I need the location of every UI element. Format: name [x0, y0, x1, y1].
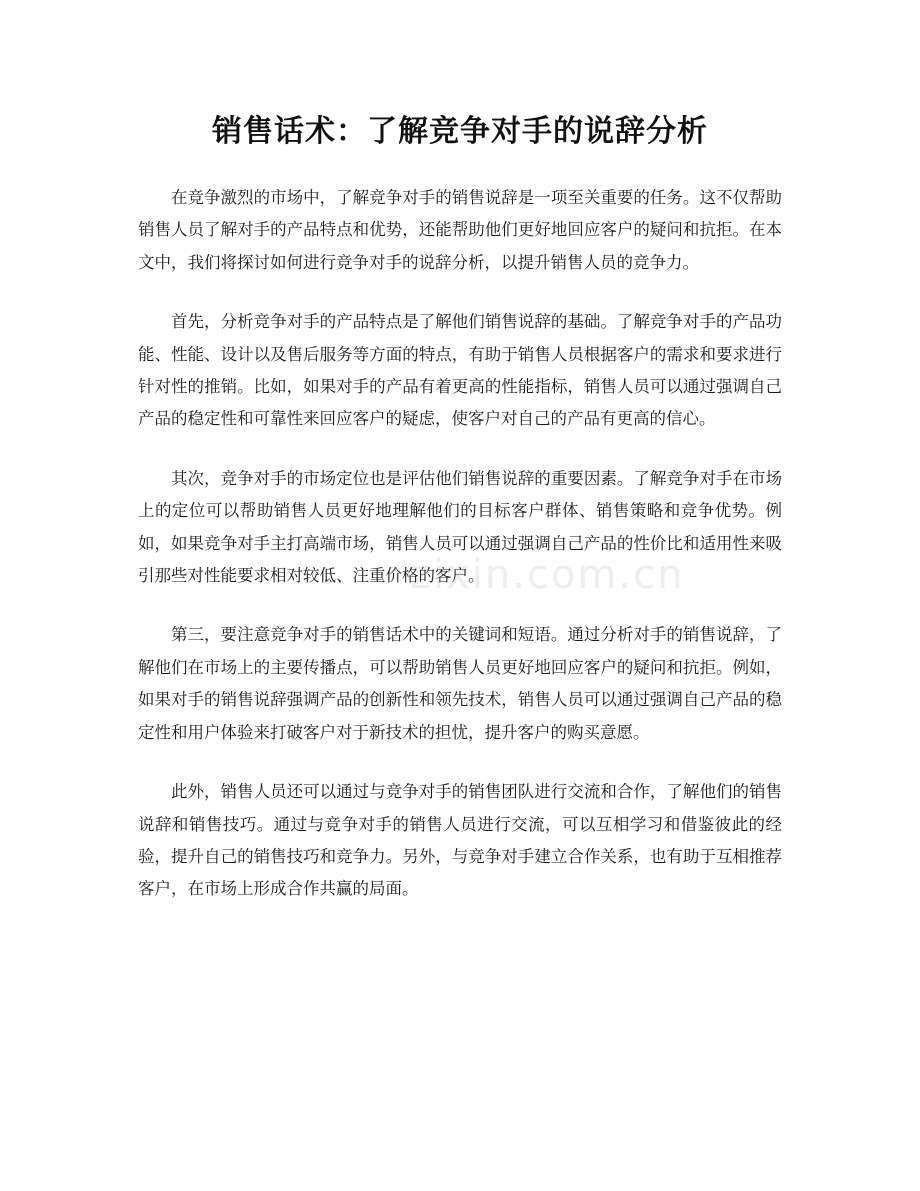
watermark: zixin.com.cn: [410, 552, 685, 598]
paragraph-2: 首先，分析竞争对手的产品特点是了解他们销售说辞的基础。了解竞争对手的产品功能、性能、设计以及售后服务等方面的特点，有助于销售人员根据客户的需求和要求进行针对性的推销。比如，如果对手的产品有着更高的性能指标，销售人员可以通过强调自己产品的稳定性和可靠性来回应客户的疑虑，使客户对自己的产品有更高的信心。: [138, 312, 782, 429]
paragraph-5: 此外，销售人员还可以通过与竞争对手的销售团队进行交流和合作，了解他们的销售说辞和销售技巧。通过与竞争对手的销售人员进行交流，可以互相学习和借鉴彼此的经验，提升自己的销售技巧和竞争力。另外，与竞争对手建立合作关系，也有助于互相推荐客户，在市场上形成合作共赢的局面。: [138, 782, 782, 899]
paragraph-3: 其次，竞争对手的市场定位也是评估他们销售说辞的重要因素。了解竞争对手在市场上的定位可以帮助销售人员更好地理解他们的目标客户群体、销售策略和竞争优势。例如，如果竞争对手主打高端市场，销售人员可以通过强调自己产品的性价比和适用性来吸引那些对性能要求相对较低、注重价格的客户。: [138, 468, 782, 586]
paragraph-4: 第三，要注意竞争对手的销售话术中的关键词和短语。通过分析对手的销售说辞，了解他们在市场上的主要传播点，可以帮助销售人员更好地回应客户的疑问和抗拒。例如，如果对手的销售说辞强调产品的创新性和领先技术，销售人员可以通过强调自己产品的稳定性和用户体验来打破客户对于新技术的担忧，提升客户的购买意愿。: [138, 625, 782, 742]
document-title: 销售话术：了解竞争对手的说辞分析: [212, 114, 708, 149]
document-body: [138, 182, 782, 933]
paragraph-1: 在竞争激烈的市场中，了解竞争对手的销售说辞是一项至关重要的任务。这不仅帮助销售人员了解对手的产品特点和优势，还能帮助他们更好地回应客户的疑问和抗拒。在本文中，我们将探讨如何进行竞争对手的说辞分析，以提升销售人员的竞争力。: [138, 188, 782, 272]
